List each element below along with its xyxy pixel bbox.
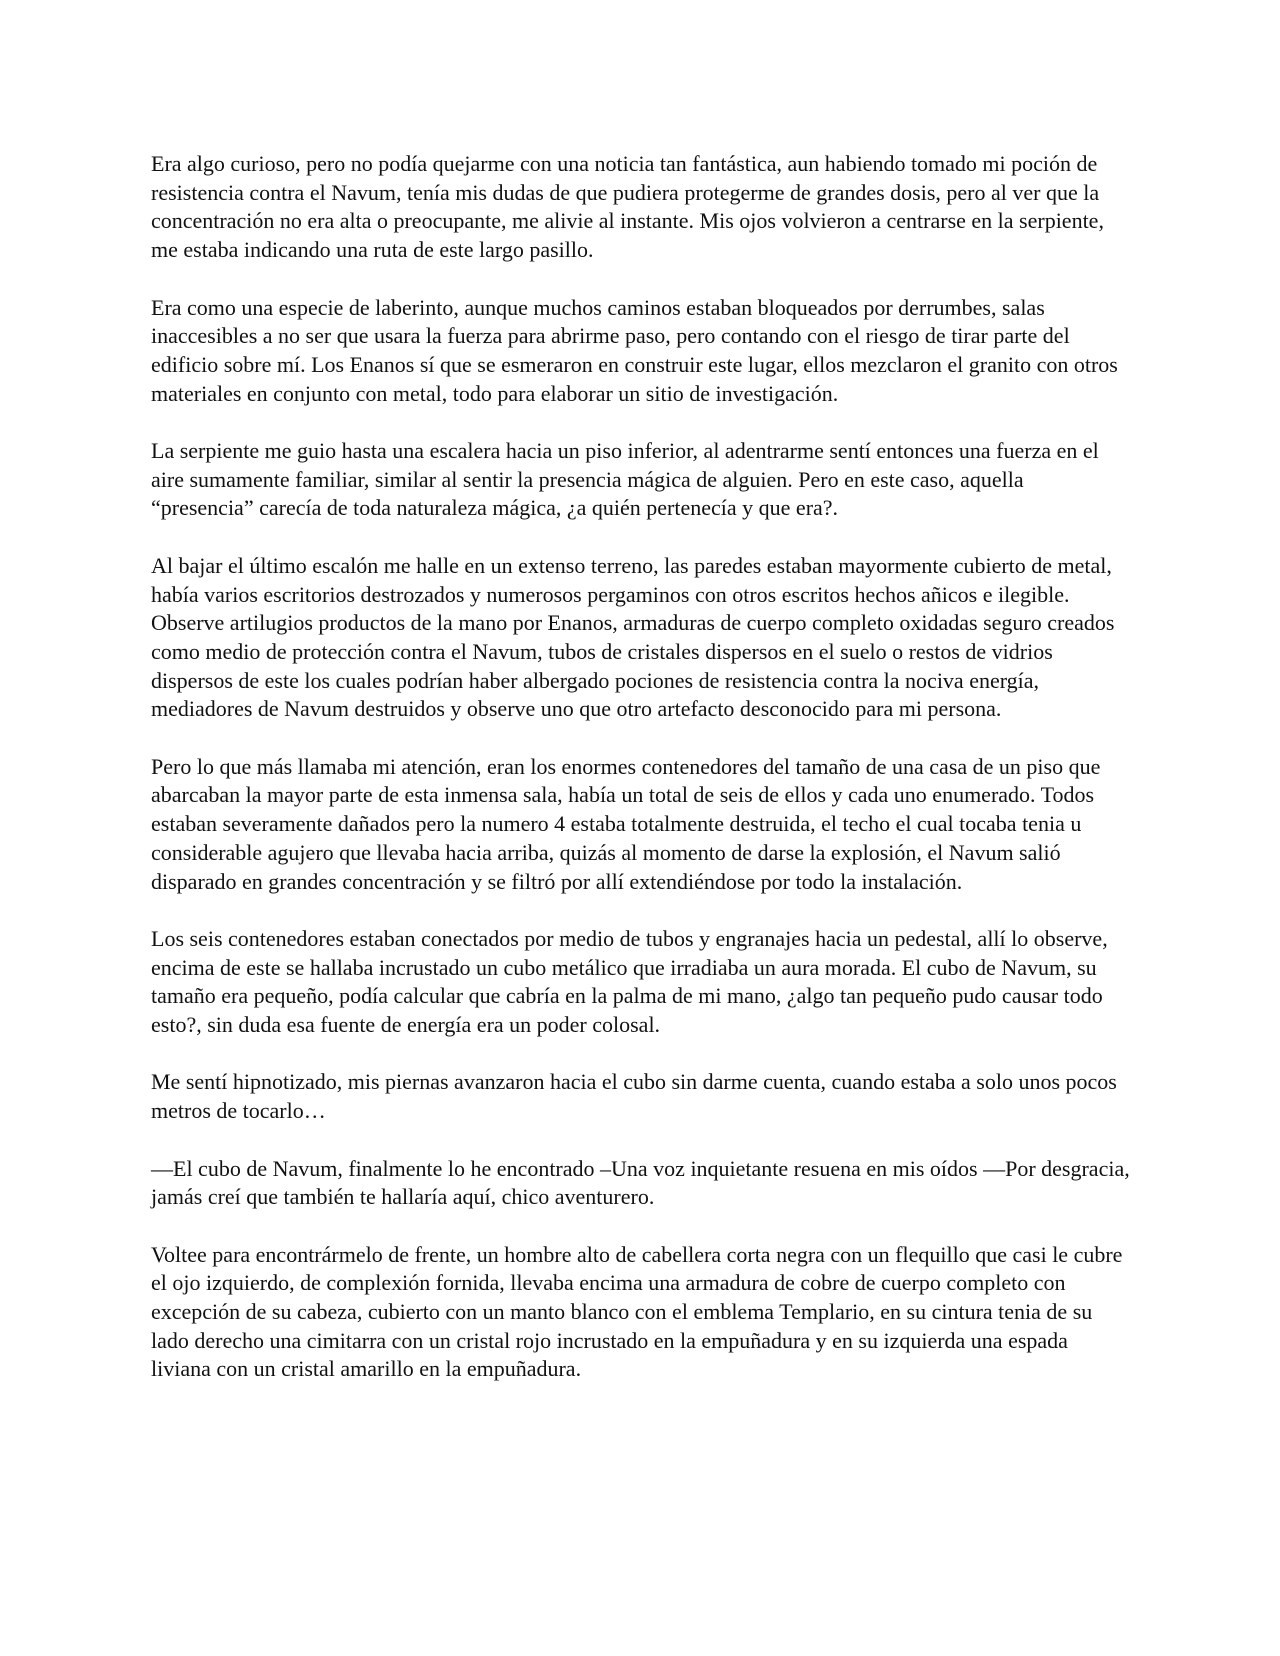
paragraph-2: Era como una especie de laberinto, aunque muchos caminos estaban bloqueados por derrumbes, salas inaccesibles a no ser que usara la fuerza para abrirme paso, pero contando con el riesgo de tirar parte del edificio sobre mí. Los Enanos sí que se esmeraron en construir este lugar, ellos mezclaron el granito con otros materiales en conjunto con metal, todo para elaborar un sitio de investigación. bbox=[151, 294, 1118, 406]
document-page bbox=[151, 150, 1131, 1413]
paragraph-3: La serpiente me guio hasta una escalera hacia un piso inferior, al adentrarme sentí entonces una fuerza en el aire sumamente familiar, similar al sentir la presencia mágica de alguien. Pero en este caso, aquella “presencia” carecía de toda naturaleza mágica, ¿a quién pertenecía y que era?. bbox=[151, 438, 1099, 521]
paragraph-4: Al bajar el último escalón me halle en un extenso terreno, las paredes estaban mayormente cubierto de metal, había varios escritorios destrozados y numerosos pergaminos con otros escritos hechos añicos e ilegible. Observe artilugios productos de la mano por Enanos, armaduras de cuerpo completo oxidadas seguro creados como medio de protección contra el Navum, tubos de cristales dispersos en el suelo o restos de vidrios dispersos de este los cuales podrían haber albergado pociones de resistencia contra la nociva energía, mediadores de Navum destruidos y observe uno que otro artefacto desconocido para mi persona. bbox=[151, 552, 1115, 722]
paragraph-6: Los seis contenedores estaban conectados por medio de tubos y engranajes hacia un pedestal, allí lo observe, encima de este se hallaba incrustado un cubo metálico que irradiaba un aura morada. El cubo de Navum, su tamaño era pequeño, podía calcular que cabría en la palma de mi mano, ¿algo tan pequeño pudo causar todo esto?, sin duda esa fuente de energía era un poder colosal. bbox=[151, 925, 1108, 1038]
paragraph-5: Pero lo que más llamaba mi atención, eran los enormes contenedores del tamaño de una casa de un piso que abarcaban la mayor parte de esta inmensa sala, había un total de seis de ellos y cada uno enumerado. Todos estaban severamente dañados pero la numero 4 estaba totalmente destruida, el techo el cual tocaba tenia u considerable agujero que llevaba hacia arriba, quizás al momento de darse la explosión, el Navum salió disparado en grandes concentración y se filtró por allí extendiéndose por todo la instalación. bbox=[151, 753, 1101, 894]
paragraph-7: Me sentí hipnotizado, mis piernas avanzaron hacia el cubo sin darme cuenta, cuando estaba a solo unos pocos metros de tocarlo… bbox=[151, 1069, 1117, 1124]
paragraph-9: Voltee para encontrármelo de frente, un hombre alto de cabellera corta negra con un flequillo que casi le cubre el ojo izquierdo, de complexión fornida, llevaba encima una armadura de cobre de cuerpo completo con excepción de su cabeza, cubierto con un manto blanco con el emblema Templario, en su cintura tenia de su lado derecho una cimitarra con un cristal rojo incrustado en la empuñadura y en su izquierda una espada liviana con un cristal amarillo en la empuñadura. bbox=[151, 1241, 1123, 1382]
paragraph-8: —El cubo de Navum, finalmente lo he encontrado –Una voz inquietante resuena en mis oídos —Por desgracia, jamás creí que también te hallaría aquí, chico aventurero. bbox=[151, 1155, 1130, 1210]
paragraph-1: Era algo curioso, pero no podía quejarme con una noticia tan fantástica, aun habiendo tomado mi poción de resistencia contra el Navum, tenía mis dudas de que pudiera protegerme de grandes dosis, pero al ver que la concentración no era alta o preocupante, me alivie al instante. Mis ojos volvieron a centrarse en la serpiente, me estaba indicando una ruta de este largo pasillo. bbox=[151, 151, 1104, 263]
